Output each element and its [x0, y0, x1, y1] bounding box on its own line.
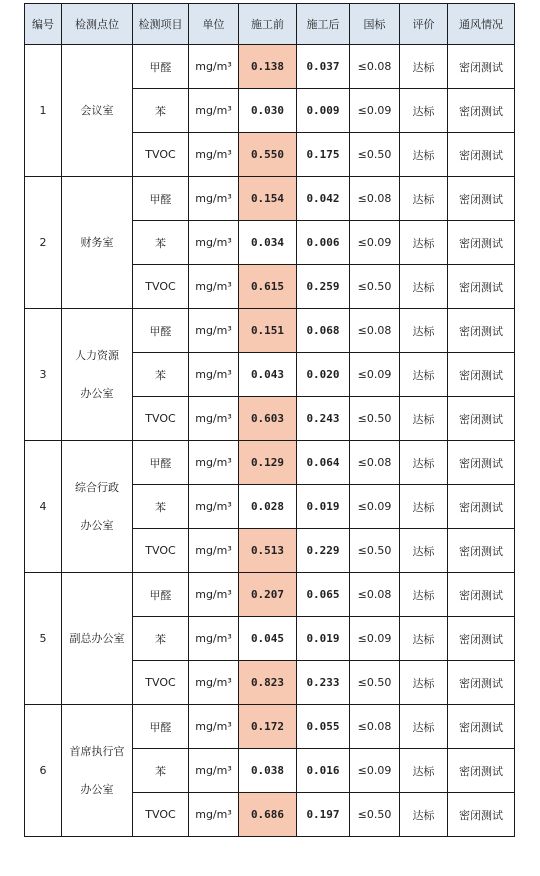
ventilation-status: 密闭测试 — [448, 177, 515, 221]
standard-limit: ≤0.09 — [350, 749, 400, 793]
test-item: TVOC — [133, 133, 189, 177]
header-item: 检测项目 — [133, 4, 189, 45]
evaluation-result: 达标 — [400, 133, 448, 177]
ventilation-status: 密闭测试 — [448, 749, 515, 793]
before-value: 0.550 — [239, 133, 297, 177]
standard-limit: ≤0.50 — [350, 661, 400, 705]
before-value: 0.028 — [239, 485, 297, 529]
unit-cell: mg/m³ — [189, 89, 239, 133]
ventilation-status: 密闭测试 — [448, 573, 515, 617]
row-number: 5 — [25, 573, 62, 705]
ventilation-status: 密闭测试 — [448, 441, 515, 485]
test-item: 甲醛 — [133, 573, 189, 617]
standard-limit: ≤0.09 — [350, 353, 400, 397]
row-number: 4 — [25, 441, 62, 573]
unit-cell: mg/m³ — [189, 485, 239, 529]
unit-cell: mg/m³ — [189, 529, 239, 573]
ventilation-status: 密闭测试 — [448, 265, 515, 309]
row-number: 6 — [25, 705, 62, 837]
unit-cell: mg/m³ — [189, 221, 239, 265]
unit-cell: mg/m³ — [189, 177, 239, 221]
ventilation-status: 密闭测试 — [448, 309, 515, 353]
standard-limit: ≤0.08 — [350, 705, 400, 749]
header-row — [25, 4, 515, 45]
location-cell — [62, 705, 133, 837]
before-value: 0.151 — [239, 309, 297, 353]
unit-cell: mg/m³ — [189, 441, 239, 485]
ventilation-status: 密闭测试 — [448, 617, 515, 661]
evaluation-result: 达标 — [400, 573, 448, 617]
row-number: 1 — [25, 45, 62, 177]
evaluation-result: 达标 — [400, 221, 448, 265]
location-cell — [62, 573, 133, 705]
test-item: 甲醛 — [133, 177, 189, 221]
standard-limit: ≤0.08 — [350, 309, 400, 353]
after-value: 0.009 — [297, 89, 350, 133]
air-quality-table — [24, 3, 515, 837]
unit-cell: mg/m³ — [189, 573, 239, 617]
before-value: 0.043 — [239, 353, 297, 397]
location-name: 副总办公室 — [69, 631, 125, 645]
evaluation-result: 达标 — [400, 529, 448, 573]
unit-cell: mg/m³ — [189, 397, 239, 441]
standard-limit: ≤0.09 — [350, 485, 400, 529]
test-item: TVOC — [133, 661, 189, 705]
ventilation-status: 密闭测试 — [448, 221, 515, 265]
table-row — [25, 309, 515, 353]
standard-limit: ≤0.50 — [350, 529, 400, 573]
after-value: 0.042 — [297, 177, 350, 221]
ventilation-status: 密闭测试 — [448, 661, 515, 705]
after-value: 0.229 — [297, 529, 350, 573]
before-value: 0.513 — [239, 529, 297, 573]
unit-cell: mg/m³ — [189, 353, 239, 397]
standard-limit: ≤0.09 — [350, 221, 400, 265]
evaluation-result: 达标 — [400, 309, 448, 353]
before-value: 0.823 — [239, 661, 297, 705]
location-name: 人力资源 — [75, 348, 119, 362]
test-item: 苯 — [133, 749, 189, 793]
unit-cell: mg/m³ — [189, 661, 239, 705]
header-after: 施工后 — [297, 4, 350, 45]
test-item: 甲醛 — [133, 705, 189, 749]
after-value: 0.243 — [297, 397, 350, 441]
location-cell — [62, 309, 133, 441]
test-item: TVOC — [133, 397, 189, 441]
evaluation-result: 达标 — [400, 89, 448, 133]
location-name: 综合行政 — [75, 480, 119, 494]
ventilation-status: 密闭测试 — [448, 705, 515, 749]
test-item: 苯 — [133, 617, 189, 661]
location-cell — [62, 177, 133, 309]
evaluation-result: 达标 — [400, 353, 448, 397]
unit-cell: mg/m³ — [189, 309, 239, 353]
after-value: 0.065 — [297, 573, 350, 617]
header-no: 编号 — [25, 4, 62, 45]
test-item: 甲醛 — [133, 309, 189, 353]
before-value: 0.138 — [239, 45, 297, 89]
ventilation-status: 密闭测试 — [448, 89, 515, 133]
after-value: 0.259 — [297, 265, 350, 309]
unit-cell: mg/m³ — [189, 749, 239, 793]
location-name: 财务室 — [80, 235, 114, 249]
evaluation-result: 达标 — [400, 661, 448, 705]
evaluation-result: 达标 — [400, 793, 448, 837]
location-name: 首席执行官 — [69, 744, 125, 758]
after-value: 0.064 — [297, 441, 350, 485]
evaluation-result: 达标 — [400, 705, 448, 749]
standard-limit: ≤0.50 — [350, 397, 400, 441]
test-item: TVOC — [133, 265, 189, 309]
row-number: 2 — [25, 177, 62, 309]
standard-limit: ≤0.08 — [350, 177, 400, 221]
standard-limit: ≤0.09 — [350, 89, 400, 133]
location-name: 办公室 — [80, 386, 114, 400]
after-value: 0.019 — [297, 485, 350, 529]
before-value: 0.038 — [239, 749, 297, 793]
evaluation-result: 达标 — [400, 617, 448, 661]
evaluation-result: 达标 — [400, 441, 448, 485]
before-value: 0.603 — [239, 397, 297, 441]
test-item: TVOC — [133, 529, 189, 573]
standard-limit: ≤0.50 — [350, 133, 400, 177]
after-value: 0.019 — [297, 617, 350, 661]
evaluation-result: 达标 — [400, 749, 448, 793]
header-unit: 单位 — [189, 4, 239, 45]
before-value: 0.615 — [239, 265, 297, 309]
standard-limit: ≤0.08 — [350, 573, 400, 617]
ventilation-status: 密闭测试 — [448, 793, 515, 837]
table-row — [25, 705, 515, 749]
evaluation-result: 达标 — [400, 265, 448, 309]
test-item: TVOC — [133, 793, 189, 837]
evaluation-result: 达标 — [400, 177, 448, 221]
before-value: 0.129 — [239, 441, 297, 485]
unit-cell: mg/m³ — [189, 793, 239, 837]
after-value: 0.233 — [297, 661, 350, 705]
header-location: 检测点位 — [62, 4, 133, 45]
after-value: 0.037 — [297, 45, 350, 89]
table-body — [25, 45, 515, 837]
after-value: 0.175 — [297, 133, 350, 177]
location-name: 办公室 — [80, 518, 114, 532]
evaluation-result: 达标 — [400, 485, 448, 529]
before-value: 0.030 — [239, 89, 297, 133]
standard-limit: ≤0.08 — [350, 45, 400, 89]
test-item: 甲醛 — [133, 45, 189, 89]
unit-cell: mg/m³ — [189, 705, 239, 749]
ventilation-status: 密闭测试 — [448, 353, 515, 397]
location-name: 会议室 — [80, 103, 114, 117]
unit-cell: mg/m³ — [189, 265, 239, 309]
location-cell — [62, 45, 133, 177]
standard-limit: ≤0.50 — [350, 793, 400, 837]
standard-limit: ≤0.09 — [350, 617, 400, 661]
table-row — [25, 45, 515, 89]
after-value: 0.016 — [297, 749, 350, 793]
table-row — [25, 177, 515, 221]
after-value: 0.006 — [297, 221, 350, 265]
test-item: 苯 — [133, 221, 189, 265]
row-number: 3 — [25, 309, 62, 441]
after-value: 0.197 — [297, 793, 350, 837]
after-value: 0.020 — [297, 353, 350, 397]
before-value: 0.154 — [239, 177, 297, 221]
unit-cell: mg/m³ — [189, 133, 239, 177]
unit-cell: mg/m³ — [189, 45, 239, 89]
unit-cell: mg/m³ — [189, 617, 239, 661]
header-before: 施工前 — [239, 4, 297, 45]
before-value: 0.045 — [239, 617, 297, 661]
evaluation-result: 达标 — [400, 45, 448, 89]
after-value: 0.055 — [297, 705, 350, 749]
standard-limit: ≤0.08 — [350, 441, 400, 485]
ventilation-status: 密闭测试 — [448, 485, 515, 529]
test-item: 苯 — [133, 485, 189, 529]
standard-limit: ≤0.50 — [350, 265, 400, 309]
location-cell — [62, 441, 133, 573]
test-item: 甲醛 — [133, 441, 189, 485]
header-ventilation: 通风情况 — [448, 4, 515, 45]
ventilation-status: 密闭测试 — [448, 133, 515, 177]
location-name: 办公室 — [80, 782, 114, 796]
ventilation-status: 密闭测试 — [448, 397, 515, 441]
test-item: 苯 — [133, 89, 189, 133]
before-value: 0.686 — [239, 793, 297, 837]
ventilation-status: 密闭测试 — [448, 529, 515, 573]
before-value: 0.172 — [239, 705, 297, 749]
after-value: 0.068 — [297, 309, 350, 353]
before-value: 0.207 — [239, 573, 297, 617]
table-row — [25, 573, 515, 617]
header-standard: 国标 — [350, 4, 400, 45]
ventilation-status: 密闭测试 — [448, 45, 515, 89]
table-row — [25, 441, 515, 485]
before-value: 0.034 — [239, 221, 297, 265]
test-item: 苯 — [133, 353, 189, 397]
header-evaluation: 评价 — [400, 4, 448, 45]
evaluation-result: 达标 — [400, 397, 448, 441]
